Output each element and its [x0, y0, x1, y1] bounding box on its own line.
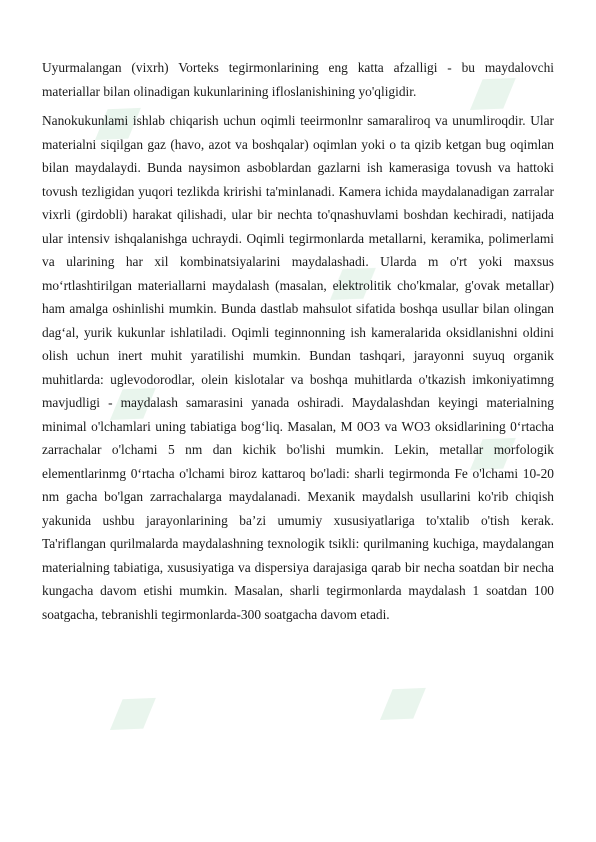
- paragraph-jet-mills: Nanokukunlami ishlab chiqarish uchun oqimli teeirmonlnr samaraliroq va unumliroqdir. Ular materialni siqilgan gaz (havo, azot va boshqalar) oqimlan yoki o ta qizib ketgan bug oqimlan bilan maydalaydi. Bunda naysimon asboblardan gazlarni ish kamerasiga tovush va hattoki tovush tezligidan yuqori tezlikda kririshi ta'minlanadi. Kamera ichida maydalanadigan zarralar vixrli (girdobli) harakat qilishadi, ular bir nechta to'qnashuvlami boshdan kechiradi, natijada ular intensiv ishqalanishga uchraydi. Oqimli tegirmonlarda metallarni, keramika, polimerlami va ularining har xil kombinatsiyalarini maydalashadi. Ularda m o'rt yoki maxsus mo‘rtlashtirilgan materiallarni maydalash (masalan, elektrolitik cho'kmalar, g'ovak metallar) ham amalga oshinlishi mumkin. Bunda dastlab mahsulot sifatida boshqa usullar bilan olingan dag‘al, yurik kukunlar ishlatiladi. Oqimli teginnonning ish kameralarida oksidlanishni oldini olish uchun inert muhit yaratilishi mumkin. Bundan tashqari, jarayonni suyuq organik muhitlarda: uglevodorodlar, olein kislotalar va boshqa muhitlarda o'tkazish imkoniyatimng mavjudligi - maydalash samarasini yanada oshiradi. Maydalashdan keyingi materialning minimal o'lchamlari uning tabiatiga bog‘liq. Masalan, M 0O3 va WO3 oksidlarining 0‘rtacha zarrachalar o'lchami 5 nm dan kichik bo'lishi mumkin. Lekin, metallar morfologik elementlarinmg 0‘rtacha o'lchami biroz kattaroq bo'ladi: sharli tegirmonda Fe o'lchami 10-20 nm gacha bo'lgan zarrachalarga maydalanadi. Mexanik maydalsh usullarini ko'rib chiqish yakunida ushbu jarayonlarining ba’zi umumiy xususiyatlariga to'xtalib o'tish kerak. Ta'riflangan qurilmalarda maydalashning texnologik tsikli: qurilmaning kuchiga, maydalangan materialning tabiatiga, xususiyatiga va dispersiya darajasiga qarab bir necha soatdan bir necha kungacha davom etishi mumkin. Masalan, sharli tegirmonlarda maydalash 1 soatdan 100 soatgacha, tebranishli tegirmonlarda-300 soatgacha davom etadi.: [42, 113, 554, 622]
- watermark-mark-icon: [370, 673, 437, 735]
- body-text: [42, 56, 554, 626]
- paragraph-vortex-mills: Uyurmalangan (vixrh) Vorteks tegirmonlarining eng katta afzalligi - bu maydalovchi materiallar bilan olinadigan kukunlarining ifloslanishining yo'qligidir.: [42, 60, 554, 99]
- watermark-mark-icon: [100, 683, 167, 745]
